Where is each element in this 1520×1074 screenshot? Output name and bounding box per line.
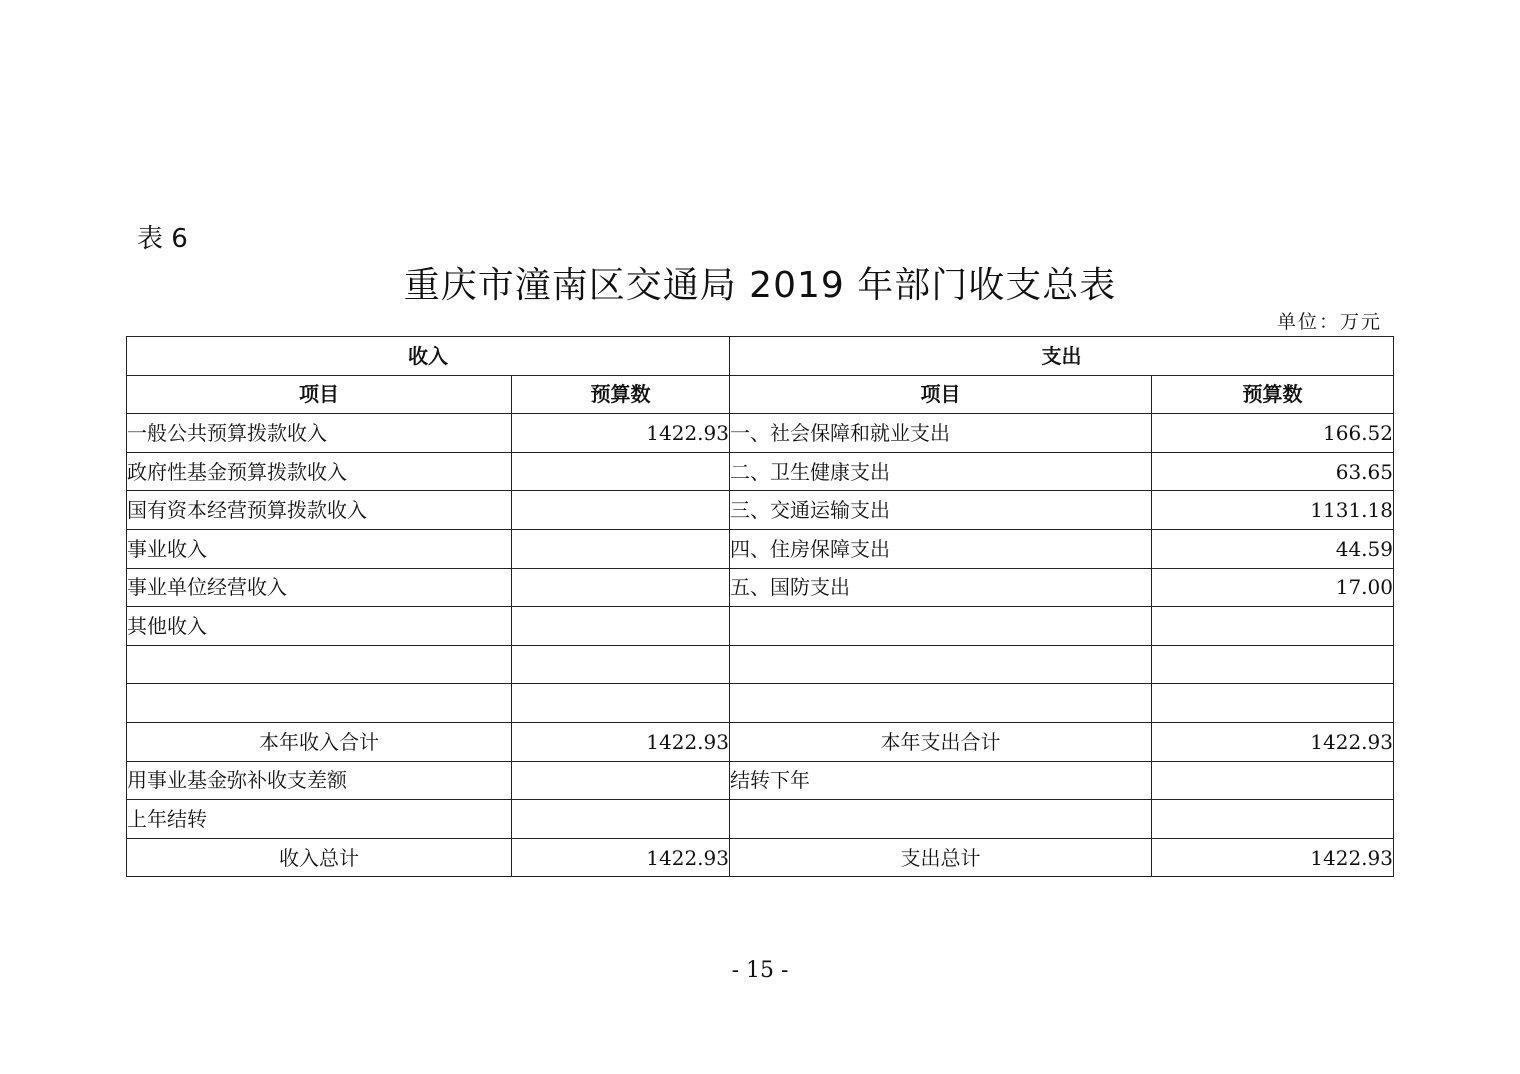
income-value bbox=[512, 452, 730, 491]
table-row bbox=[127, 800, 1394, 839]
income-item: 上年结转 bbox=[127, 800, 512, 839]
expense-item bbox=[730, 684, 1152, 723]
budget-summary-table bbox=[126, 336, 1394, 877]
unit-note: 单位：万元 bbox=[1276, 311, 1382, 333]
expense-subtotal-label: 本年支出合计 bbox=[730, 722, 1152, 761]
table-row bbox=[127, 452, 1394, 491]
expense-value bbox=[1152, 684, 1394, 723]
page-number: - 15 - bbox=[731, 958, 789, 983]
income-subtotal-label: 本年收入合计 bbox=[127, 722, 512, 761]
subtotal-row bbox=[127, 722, 1394, 761]
income-value bbox=[512, 645, 730, 684]
income-item: 国有资本经营预算拨款收入 bbox=[127, 491, 512, 530]
income-value bbox=[512, 568, 730, 607]
expense-total-value: 1422.93 bbox=[1152, 838, 1394, 877]
expense-value bbox=[1152, 645, 1394, 684]
expense-section-header: 支出 bbox=[730, 337, 1394, 376]
income-value bbox=[512, 800, 730, 839]
expense-value bbox=[1152, 800, 1394, 839]
income-total-value: 1422.93 bbox=[512, 838, 730, 877]
income-item: 政府性基金预算拨款收入 bbox=[127, 452, 512, 491]
expense-item bbox=[730, 607, 1152, 646]
expense-total-label: 支出总计 bbox=[730, 838, 1152, 877]
income-item: 事业单位经营收入 bbox=[127, 568, 512, 607]
income-item: 用事业基金弥补收支差额 bbox=[127, 761, 512, 800]
expense-value: 1131.18 bbox=[1152, 491, 1394, 530]
table-label: 表 6 bbox=[137, 224, 188, 254]
expense-value: 17.00 bbox=[1152, 568, 1394, 607]
expense-subtotal-value: 1422.93 bbox=[1152, 722, 1394, 761]
expense-item bbox=[730, 800, 1152, 839]
expense-value: 63.65 bbox=[1152, 452, 1394, 491]
expense-value bbox=[1152, 607, 1394, 646]
table-row bbox=[127, 645, 1394, 684]
table-row bbox=[127, 529, 1394, 568]
income-total-label: 收入总计 bbox=[127, 838, 512, 877]
expense-item: 二、卫生健康支出 bbox=[730, 452, 1152, 491]
income-subtotal-value: 1422.93 bbox=[512, 722, 730, 761]
section-header-row bbox=[127, 337, 1394, 376]
table-row bbox=[127, 607, 1394, 646]
page-title: 重庆市潼南区交通局 2019 年部门收支总表 bbox=[403, 265, 1117, 306]
income-item-header: 项目 bbox=[127, 375, 512, 414]
income-value: 1422.93 bbox=[512, 414, 730, 453]
income-item: 事业收入 bbox=[127, 529, 512, 568]
expense-value bbox=[1152, 761, 1394, 800]
table-row bbox=[127, 761, 1394, 800]
column-header-row bbox=[127, 375, 1394, 414]
total-row bbox=[127, 838, 1394, 877]
income-item: 其他收入 bbox=[127, 607, 512, 646]
income-item bbox=[127, 645, 512, 684]
expense-item: 五、国防支出 bbox=[730, 568, 1152, 607]
table-row bbox=[127, 414, 1394, 453]
table-row bbox=[127, 684, 1394, 723]
expense-item: 三、交通运输支出 bbox=[730, 491, 1152, 530]
expense-value: 166.52 bbox=[1152, 414, 1394, 453]
table-row bbox=[127, 568, 1394, 607]
expense-item: 一、社会保障和就业支出 bbox=[730, 414, 1152, 453]
income-value bbox=[512, 607, 730, 646]
expense-item: 结转下年 bbox=[730, 761, 1152, 800]
income-budget-header: 预算数 bbox=[512, 375, 730, 414]
income-item: 一般公共预算拨款收入 bbox=[127, 414, 512, 453]
income-item bbox=[127, 684, 512, 723]
expense-item: 四、住房保障支出 bbox=[730, 529, 1152, 568]
income-section-header: 收入 bbox=[127, 337, 730, 376]
income-value bbox=[512, 684, 730, 723]
expense-item bbox=[730, 645, 1152, 684]
expense-value: 44.59 bbox=[1152, 529, 1394, 568]
table-row bbox=[127, 491, 1394, 530]
income-value bbox=[512, 491, 730, 530]
income-value bbox=[512, 529, 730, 568]
expense-budget-header: 预算数 bbox=[1152, 375, 1394, 414]
expense-item-header: 项目 bbox=[730, 375, 1152, 414]
income-value bbox=[512, 761, 730, 800]
